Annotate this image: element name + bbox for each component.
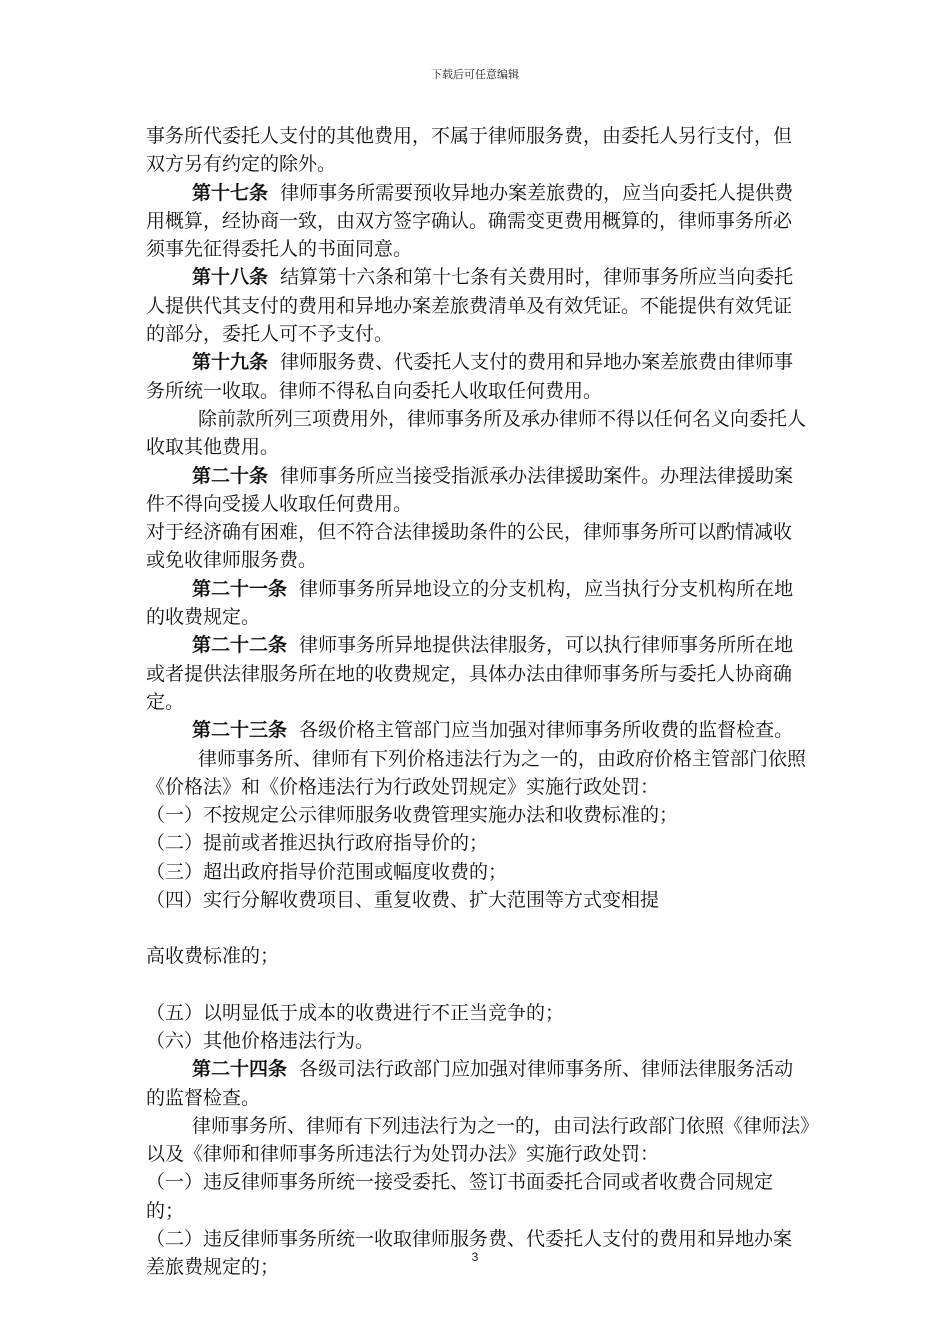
article-21	[146, 575, 810, 632]
article-text: 律师事务所需要预收异地办案差旅费的，应当向委托人提供费用概算，经协商一致，由双方签字确认。确需变更费用概算的，律师事务所必须事先征得委托人的书面同意。	[146, 181, 794, 261]
document-body	[146, 122, 810, 1282]
article-label: 第二十四条	[192, 1058, 288, 1081]
paragraph: 对于经济确有困难，但不符合法律援助条件的公民，律师事务所可以酌情减收或免收律师服务费。	[146, 521, 793, 572]
article-text: 律师事务所应当接受指派承办法律援助案件。办理法律援助案件不得向受援人收取任何费用。	[146, 464, 794, 515]
list-item: （二）提前或者推迟执行政府指导价的；	[146, 832, 489, 855]
article-text: 律师服务费、代委托人支付的费用和异地办案差旅费由律师事务所统一收取。律师不得私自向委托人收取任何费用。	[146, 351, 794, 402]
list-item: （一）不按规定公示律师服务收费管理实施办法和收费标准的；	[146, 804, 679, 827]
article-label: 第二十一条	[192, 577, 288, 600]
article-17	[146, 179, 810, 264]
list-item-continuation: 高收费标准的；	[146, 945, 280, 968]
article-text: 律师事务所异地设立的分支机构，应当执行分支机构所在地的收费规定。	[146, 577, 794, 629]
article-23	[146, 716, 810, 744]
article-label: 第十七条	[192, 181, 269, 204]
page-number: 3	[471, 1250, 479, 1264]
article-text: 律师事务所异地提供法律服务，可以执行律师事务所所在地或者提供法律服务所在地的收费规定，具体办法由律师事务所与委托人协商确定。	[146, 634, 794, 713]
paragraph: 律师事务所、律师有下列违法行为之一的，由司法行政部门依照《律师法》以及《律师和律师事务所违法行为处罚办法》实施行政处罚：	[146, 1114, 810, 1166]
article-label: 第二十三条	[192, 719, 288, 742]
article-24	[146, 1055, 810, 1112]
article-18	[146, 263, 810, 348]
page-header: 下载后可任意编辑	[431, 68, 519, 81]
list-item: （一）违反律师事务所统一接受委托、签订书面委托合同或者收费合同规定的；	[146, 1171, 774, 1222]
list-item: （四）实行分解收费项目、重复收费、扩大范围等方式变相提	[146, 889, 660, 912]
article-label: 第十八条	[192, 266, 269, 289]
list-item: （五）以明显低于成本的收费进行不正当竞争的；	[146, 1001, 565, 1024]
list-item: （二）违反律师事务所统一收取律师服务费、代委托人支付的费用和异地办案差旅费规定的；	[146, 1227, 793, 1279]
paragraph: 事务所代委托人支付的其他费用，不属于律师服务费，由委托人另行支付，但双方另有约定的除外。	[146, 125, 793, 176]
article-text: 结算第十六条和第十七条有关费用时，律师事务所应当向委托人提供代其支付的费用和异地办案差旅费清单及有效凭证。不能提供有效凭证的部分，委托人可不予支付。	[146, 266, 794, 346]
list-item: （三）超出政府指导价范围或幅度收费的；	[146, 860, 508, 883]
article-20	[146, 462, 810, 519]
list-item: （六）其他价格违法行为。	[146, 1029, 375, 1052]
article-text: 各级价格主管部门应当加强对律师事务所收费的监督检查。	[299, 719, 794, 742]
paragraph: 律师事务所、律师有下列价格违法行为之一的，由政府价格主管部门依照《价格法》和《价格违法行为行政处罚规定》实施行政处罚：	[146, 747, 807, 798]
article-label: 第十九条	[192, 351, 269, 374]
article-22	[146, 631, 810, 716]
article-text: 各级司法行政部门应加强对律师事务所、律师法律服务活动的监督检查。	[146, 1058, 794, 1109]
article-19	[146, 348, 810, 405]
paragraph: 除前款所列三项费用外，律师事务所及承办律师不得以任何名义向委托人收取其他费用。	[146, 407, 807, 459]
article-label: 第二十条	[192, 464, 269, 487]
article-label: 第二十二条	[192, 634, 288, 657]
